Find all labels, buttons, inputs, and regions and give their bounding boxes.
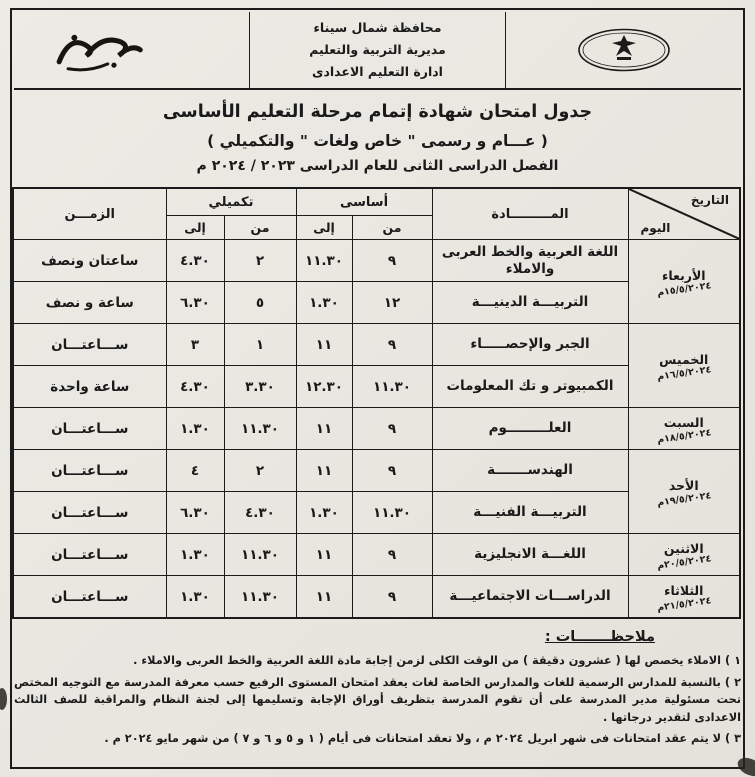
- asasi-from-cell: ٩: [352, 408, 432, 450]
- asasi-from-cell: ١٢: [352, 282, 432, 324]
- day-date: ٢١/٥/٢٠٢٤م: [655, 595, 712, 614]
- term-line: الفصل الدراسى الثانى للعام الدراسى ٢٠٢٣ / ٢٠٢٤ م: [196, 158, 559, 174]
- takmili-to-cell: ٦.٣٠: [166, 282, 224, 324]
- asasi-from-cell: ١١.٣٠: [352, 366, 432, 408]
- document-subtitle: ( عـــام و رسمى " خاص ولغات " والتكميلي ): [207, 132, 548, 150]
- duration-cell: ســـاعتـــان: [13, 450, 166, 492]
- day-cell: [628, 324, 740, 408]
- exam-schedule-table: [12, 187, 741, 619]
- asasi-to-cell: ١١: [296, 576, 352, 619]
- day-cell: [628, 576, 740, 619]
- duration-cell: ســـاعتـــان: [13, 576, 166, 619]
- takmili-to-cell: ١.٣٠: [166, 576, 224, 619]
- subject-cell: الدراســـات الاجتماعيـــة: [432, 576, 628, 619]
- takmili-from-cell: ١: [224, 324, 296, 366]
- calligraphy-stamp: [14, 12, 249, 88]
- col-header-day-date: [628, 188, 740, 240]
- day-name: الأربعاء: [661, 268, 706, 283]
- org-line-administration: ادارة التعليم الاعدادى: [312, 63, 443, 79]
- day-cell: [628, 408, 740, 450]
- asasi-to-cell: ١٢.٣٠: [296, 366, 352, 408]
- subject-cell: التربيـــة الدينيـــة: [432, 282, 628, 324]
- col-header-date-label: التاريخ: [690, 193, 729, 207]
- table-row: [13, 408, 740, 450]
- org-block: [249, 12, 506, 88]
- day-date: ١٨/٥/٢٠٢٤م: [655, 427, 712, 446]
- col-header-asasi-to: إلى: [296, 216, 352, 240]
- asasi-to-cell: ١.٣٠: [296, 492, 352, 534]
- takmili-to-cell: ١.٣٠: [166, 534, 224, 576]
- table-row: [13, 576, 740, 619]
- asasi-from-cell: ٩: [352, 450, 432, 492]
- scan-smudge: [0, 688, 7, 710]
- day-name: الثلاثاء: [664, 583, 704, 598]
- takmili-from-cell: ٤.٣٠: [224, 492, 296, 534]
- table-row: [13, 450, 740, 492]
- subject-cell: اللغة العربية والخط العربى والاملاء: [432, 240, 628, 282]
- asasi-from-cell: ٩: [352, 240, 432, 282]
- asasi-from-cell: ٩: [352, 534, 432, 576]
- page-content: [14, 12, 741, 765]
- asasi-to-cell: ١.٣٠: [296, 282, 352, 324]
- eagle-emblem: [506, 12, 741, 88]
- takmili-from-cell: ٢: [224, 240, 296, 282]
- takmili-from-cell: ١١.٣٠: [224, 576, 296, 619]
- takmili-to-cell: ١.٣٠: [166, 408, 224, 450]
- day-name: الخميس: [659, 352, 709, 367]
- duration-cell: ساعة واحدة: [13, 366, 166, 408]
- subject-cell: العلـــــــــوم: [432, 408, 628, 450]
- day-date: ١٦/٥/٢٠٢٤م: [655, 364, 712, 383]
- day-date: ١٥/٥/٢٠٢٤م: [655, 280, 712, 299]
- eagle-oval-emblem-icon: [576, 27, 672, 73]
- day-date: ٢٠/٥/٢٠٢٤م: [655, 553, 712, 572]
- subject-cell: الجبر والإحصـــــاء: [432, 324, 628, 366]
- subject-cell: الكمبيوتر و تك المعلومات: [432, 366, 628, 408]
- takmili-to-cell: ٤.٣٠: [166, 240, 224, 282]
- duration-cell: ساعتان ونصف: [13, 240, 166, 282]
- takmili-to-cell: ٣: [166, 324, 224, 366]
- asasi-to-cell: ١١.٣٠: [296, 240, 352, 282]
- day-cell: [628, 240, 740, 324]
- takmili-from-cell: ٢: [224, 450, 296, 492]
- document-title: جدول امتحان شهادة إتمام مرحلة التعليم الأساسى: [162, 102, 593, 122]
- asasi-from-cell: ٩: [352, 324, 432, 366]
- table-row: [13, 324, 740, 366]
- asasi-to-cell: ١١: [296, 534, 352, 576]
- day-date: ١٩/٥/٢٠٢٤م: [655, 490, 712, 509]
- day-name: الاثنين: [663, 541, 704, 556]
- col-header-takmili: تكميلي: [166, 188, 296, 216]
- day-name: الأحد: [668, 478, 699, 493]
- calligraphy-stamp-icon: [49, 20, 146, 81]
- day-cell: [628, 534, 740, 576]
- table-row: [13, 240, 740, 282]
- col-header-day-label: اليوم: [640, 221, 671, 235]
- col-header-asasi-from: من: [352, 216, 432, 240]
- duration-cell: ساعة و نصف: [13, 282, 166, 324]
- takmili-from-cell: ٥: [224, 282, 296, 324]
- day-cell: [628, 450, 740, 534]
- subject-cell: الهندســـــــة: [432, 450, 628, 492]
- notes-title: ملاحظـــــــات :: [544, 629, 655, 645]
- asasi-from-cell: ١١.٣٠: [352, 492, 432, 534]
- subject-cell: اللغـــة الانجليزية: [432, 534, 628, 576]
- col-header-duration: الزمـــن: [13, 188, 166, 240]
- col-header-subject: المـــــــــادة: [432, 188, 628, 240]
- takmili-from-cell: ١١.٣٠: [224, 408, 296, 450]
- subject-cell: التربيـــة الفنيـــة: [432, 492, 628, 534]
- table-row: [13, 534, 740, 576]
- org-line-directorate: مديرية التربية والتعليم: [309, 41, 446, 57]
- takmili-to-cell: ٦.٣٠: [166, 492, 224, 534]
- duration-cell: ســـاعتـــان: [13, 408, 166, 450]
- asasi-to-cell: ١١: [296, 408, 352, 450]
- asasi-to-cell: ١١: [296, 450, 352, 492]
- takmili-from-cell: ٣.٣٠: [224, 366, 296, 408]
- duration-cell: ســـاعتـــان: [13, 492, 166, 534]
- duration-cell: ســـاعتـــان: [13, 534, 166, 576]
- col-header-takmili-from: من: [224, 216, 296, 240]
- takmili-from-cell: ١١.٣٠: [224, 534, 296, 576]
- asasi-to-cell: ١١: [296, 324, 352, 366]
- note-item-3: ٣ ) لا يتم عقد امتحانات فى شهر ابريل ٢٠٢٤ م ، ولا تعقد امتحانات فى أيام ( ١ و ٥ و ٦ و ٧ ) من شهر مايو ٢٠٢٤ م .: [104, 732, 741, 745]
- title-block: [14, 102, 741, 174]
- org-line-governorate: محافظة شمال سيناء: [313, 20, 442, 35]
- notes-section: [14, 629, 741, 748]
- takmili-to-cell: ٤: [166, 450, 224, 492]
- document-header: [14, 12, 741, 90]
- note-item-1: ١ ) الاملاء يخصص لها ( عشرون دقيقة ) من الوقت الكلى لزمن إجابة مادة اللغة العربية والخط العربى والاملاء .: [133, 654, 741, 667]
- asasi-from-cell: ٩: [352, 576, 432, 619]
- note-item-2: ٢ ) بالنسبة للمدارس الرسمية للغات والمدارس الخاصة لغات يعقد امتحان المستوى الرفيع حسب معرفة المدرسة مع التوجيه المختص تحت مسئولية مدير المدرسة على أن تقوم المدرسة بتظريف أوراق الإجابة وتسليمها إلى لجنة النظام والمراقبة للصف الثالث الاعدادى لتقدير درجاتها .: [14, 675, 741, 724]
- day-name: السبت: [663, 415, 704, 430]
- takmili-to-cell: ٤.٣٠: [166, 366, 224, 408]
- duration-cell: ســـاعتـــان: [13, 324, 166, 366]
- col-header-asasi: أساسى: [296, 188, 432, 216]
- col-header-takmili-to: إلى: [166, 216, 224, 240]
